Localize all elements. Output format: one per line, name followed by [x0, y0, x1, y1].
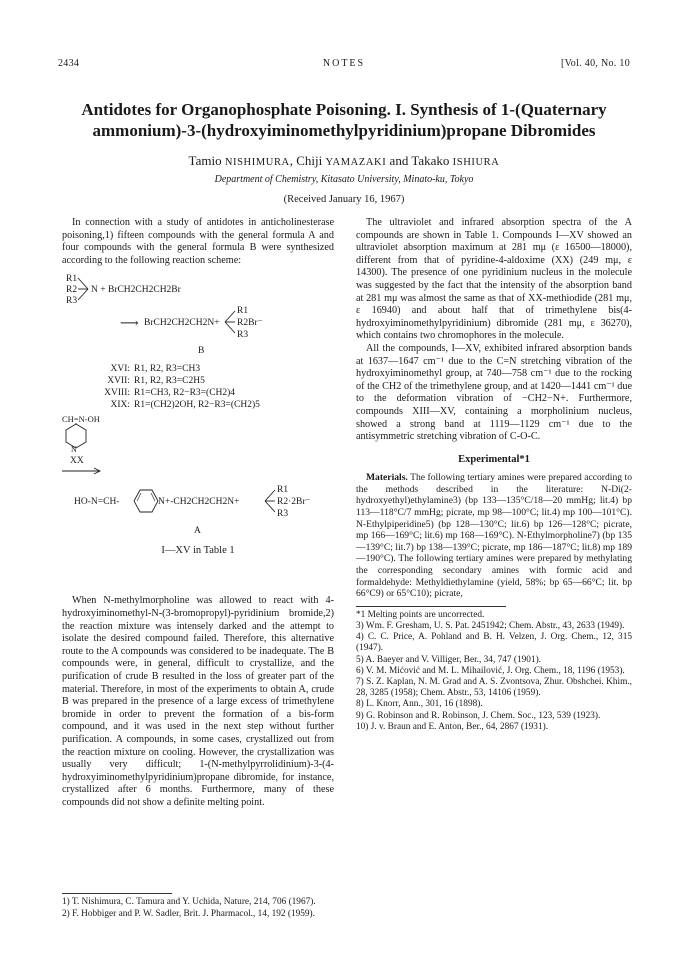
author-2-last: YAMAZAKI: [325, 157, 387, 168]
xviii-label: XVIII:: [104, 388, 130, 399]
ir-paragraph: All the compounds, I—XV, exhibited infrared absorption bands at 1637—1647 cm⁻¹ due to the C=N stretching vibration of the hydroxyiminomethyl group, at 740—758 cm⁻¹ due to the rocking of the CH2 of the trimethylene group, and at 1420—1441 cm⁻¹ due to the deformation vibration of −CH2−N+. Furthermore, compounds XIII—XV, containing a morpholinium nucleus, showed a strong band at 1119—1129 cm⁻¹ due to the antisymmetric stretching vibration of C-O-C.: [356, 342, 632, 443]
oxime-group: CH=N-OH: [62, 414, 100, 425]
reaction-scheme: [62, 267, 334, 595]
author-1-last: NISHIMURA: [224, 157, 290, 168]
ref-10: 10) J. v. Braun and E. Anton, Ber., 64, 2867 (1931).: [356, 721, 549, 732]
a-r3: R3: [277, 509, 289, 520]
a-label: A: [194, 526, 201, 537]
product-a-mid: N+-CH2CH2CH2N+: [158, 497, 240, 508]
scheme-caption: I—XV in Table 1: [161, 545, 235, 557]
scheme-r1: R1: [66, 274, 78, 285]
xix-text: R1=(CH2)2OH, R2−R3=(CH2)5: [134, 400, 260, 411]
author-3-first: and Takako: [386, 153, 453, 168]
a-bonds: [264, 486, 278, 516]
article-title: [40, 99, 648, 141]
ref-8: 8) L. Knorr, Ann., 301, 16 (1898).: [356, 699, 483, 710]
left-column: [62, 217, 334, 809]
a-r2: R2·2Br⁻: [277, 497, 311, 508]
materials-label: Materials.: [366, 472, 408, 484]
scheme-r3: R3: [66, 296, 78, 307]
footnote-1: 1) T. Nishimura, C. Tamura and Y. Uchida, Nature, 214, 706 (1967).: [62, 897, 316, 907]
ref-5: 5) A. Baeyer and V. Villiger, Ber., 34, 747 (1901).: [356, 654, 541, 665]
received-date: (Received January 16, 1967): [283, 194, 405, 205]
b-bonds: [224, 307, 238, 337]
product-a-left: HO-N=CH-: [74, 497, 120, 508]
xx-label: XX: [70, 456, 84, 467]
materials-paragraph: [356, 472, 632, 600]
section-name: NOTES: [322, 58, 366, 69]
ref-9: 9) G. Robinson and R. Robinson, J. Chem. Soc., 123, 539 (1923).: [356, 710, 601, 721]
xix-label: XIX:: [110, 400, 130, 411]
body-paragraph: When N-methylmorpholine was allowed to react with 4-hydroxyiminomethyl-N-(3-bromopropyl)-pyridinium bromide,2) the reaction mixture was intensely darked and the attempt to isolate the desired compound failed. Therefore, this alternative route to the A compounds was considered to be inadequate. The B compounds were, in general, difficult to crystallize, and the purification of crude B resulted in the loss of greater part of the material. Therefore, in most of the experiments to obtain A, crude B was prepared in the presence of a large excess of trimethylene bromide in order to prevent the formation of a bis-form compound, and it was used in the next step without further purification. A compounds, in some cases, crystallized out from the reaction mixture on cooling. However, the crystallization was usually very difficult; 1-(N-methylpyrrolidinium)-3-(4-hydroxyiminomethylpyridinium)propane dibromide, for instance, crystallized after 6 months. Furthermore, many of these compounds did not show a definite melting point.: [62, 595, 334, 808]
ref-4: 4) C. C. Price, A. Pohland and B. H. Velzen, J. Org. Chem., 12, 315 (1947).: [356, 632, 632, 654]
references: [356, 610, 632, 733]
b-r2: R2Br⁻: [237, 318, 263, 329]
references-rule: [356, 606, 506, 607]
b-label: B: [198, 346, 205, 357]
author-1-first: Tamio: [188, 153, 225, 168]
running-header: [58, 58, 630, 72]
affiliation: Department of Chemistry, Kitasato University, Minato-ku, Tokyo: [214, 174, 474, 185]
left-footnotes: [62, 893, 334, 920]
xvi-label: XVI:: [110, 364, 130, 375]
title-line-2: ammonium)-3-(hydroxyiminomethylpyridinium)propane Dibromides: [92, 121, 596, 140]
a-r1: R1: [277, 485, 289, 496]
xviii-text: R1=CH3, R2−R3=(CH2)4: [134, 388, 236, 399]
title-line-1: Antidotes for Organophosphate Poisoning. I. Synthesis of 1-(Quaternary: [81, 100, 607, 119]
b-r3: R3: [237, 330, 249, 341]
ring-n: N: [71, 445, 77, 455]
xvii-label: XVII:: [107, 376, 130, 387]
author-line: [0, 153, 688, 169]
product-b: BrCH2CH2CH2N+: [144, 318, 220, 329]
scheme-r2: R2: [66, 285, 78, 296]
pyridinium-ring: [128, 485, 160, 517]
experimental-heading: Experimental*1: [458, 453, 530, 465]
arrow-1: ⟶: [120, 315, 139, 331]
scheme-reagent: N + BrCH2CH2CH2Br: [91, 285, 181, 296]
ref-note-1: *1 Melting points are uncorrected.: [356, 609, 485, 620]
page-number: 2434: [58, 58, 80, 69]
amine-bonds: [77, 275, 91, 305]
footnote-rule: [62, 893, 172, 894]
right-column: [356, 217, 632, 733]
xvii-text: R1, R2, R3=C2H5: [134, 376, 205, 387]
arrow-2: [62, 467, 102, 475]
footnote-2: 2) F. Hobbiger and P. W. Sadler, Brit. J. Pharmacol., 14, 192 (1959).: [62, 908, 315, 919]
ref-7: 7) S. Z. Kaplan, N. M. Grad and A. S. Zvontsova, Zhur. Obshchei. Khim., 28, 3285 (1958); Chem. Abstr., 53, 14106 (1959).: [356, 677, 632, 699]
materials-text: The following tertiary amines were prepared according to the methods described in the literature: N-Di(2-hydroxyethyl)ethylamine3) (bp 133—135°C/18—20 mmHg; lit.4) bp 113—118°C/7 mmHg; picrate, mp 98—100°C; lit.4) mp 100—101°C). N-Ethylpiperidine5) (bp 128—130°C; lit.6) bp 126—128°C; picrate, mp 166—169°C; lit.6) mp 168—169°C). N-Ethylmorpholine7) (bp 135—139°C; lit.7) bp 138—139°C; picrate, mp 186—187°C; lit.8) mp 189—190°C). The following tertiary amines were prepared by methylating the corresponding secondary amines with formic acid and formaldehyde: Methyldiethylamine (yield, 58%; bp 65—66°C; lit. bp 66°C9) or 65°C10); picrate,: [356, 472, 632, 600]
volume-info: [Vol. 40, No. 10: [560, 58, 630, 69]
b-r1: R1: [237, 306, 249, 317]
ref-6: 6) V. M. Mićović and M. L. Mihailović, J. Org. Chem., 18, 1196 (1953).: [356, 665, 625, 676]
ref-3: 3) Wm. F. Gresham, U. S. Pat. 2451942; Chem. Abstr., 43, 2633 (1949).: [356, 621, 625, 632]
author-2-first: , Chiji: [289, 153, 326, 168]
intro-paragraph: In connection with a study of antidotes in anticholinesterase poisoning,1) fifteen compounds with the general formula A and four compounds with the general formula B were synthesized according to the following reaction scheme:: [62, 217, 334, 266]
uv-paragraph: The ultraviolet and infrared absorption spectra of the A compounds are shown in Table 1. Compounds I—XV showed an ultraviolet absorption maximum at 281 mμ (ε 16500—18000), different from that of pyridine-4-aldoxime (XX) (249 mμ, ε 14300). The presence of one pyridinium nucleus in the molecule was suggested by the fact that the intensity of the absorption band at 281 mμ was almost the same as that of XX-methiodide (281 mμ, ε 16940) and about half that of trimethylene bis(4-hydroxyiminomethylpyridinium) dibromide (281 mμ, ε 36270), which contains two chromophores in the molecule.: [356, 217, 632, 342]
xvi-text: R1, R2, R3=CH3: [134, 364, 201, 375]
author-3-last: ISHIURA: [452, 157, 500, 168]
